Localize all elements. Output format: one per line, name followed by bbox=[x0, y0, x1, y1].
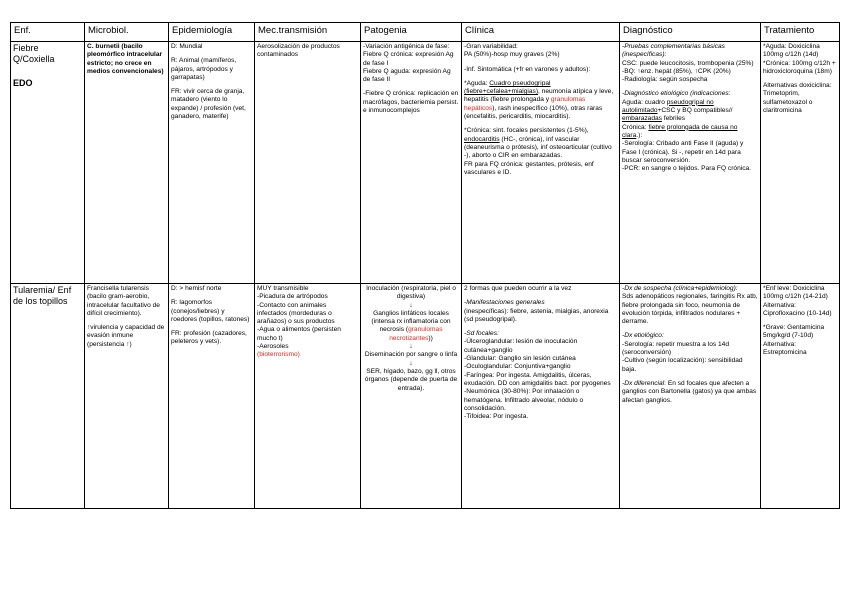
cli-line: -Faríngea: Por ingesta. Amigdalitis, úlceras, exudación. DD con amigdalitis bact. por pyogenes bbox=[464, 371, 611, 387]
epi-distribution: D: Mundial bbox=[171, 43, 203, 50]
dx-line: -BQ: ↑enz. hepát (85%), ↑CPK (20%) bbox=[622, 67, 731, 75]
tx-line: Alternativa: Ciprofloxacino (10-14d) bbox=[763, 301, 832, 317]
bioterrorismo-highlight: (bioterrorismo) bbox=[257, 351, 300, 359]
dx-line: -Dx de sospecha (clínica+epidemiolog): bbox=[622, 285, 738, 292]
cell-tx-tularemia bbox=[761, 284, 840, 509]
cli-line: -Tifoidea: Por ingesta. bbox=[464, 413, 529, 421]
dx-line: -Serología: Cribado anti Fase II (aguda) y Fase I (crónica). Si -, repetir en 14d para buscar seroconversión. bbox=[622, 140, 744, 164]
cli-line: -Neumónica (30-80%): Por inhalación o hematógena. Infiltrado alveolar, nódulo o consolidación. bbox=[464, 388, 584, 412]
header-clinica: Clínica bbox=[462, 23, 620, 42]
cell-pat-tularemia bbox=[361, 284, 462, 509]
endocarditis-highlight: endocarditis bbox=[464, 135, 500, 143]
dx-line: -Radiología: según sospecha bbox=[622, 76, 708, 84]
micro-text: C. burnetii (bacilo pleomórfico intracelular estricto; no crece en medios convencionales) bbox=[87, 43, 164, 75]
cell-dx-tularemia bbox=[620, 284, 761, 509]
mec-line: -Picadura de artrópodos bbox=[257, 293, 328, 301]
cell-enf-tularemia bbox=[11, 284, 85, 509]
header-epidemiologia: Epidemiología bbox=[169, 23, 255, 42]
dx-line: -Dx etiológico: bbox=[622, 332, 664, 340]
granulomas-highlight: granulomas necrotizantes bbox=[389, 326, 443, 342]
dx-acute: Aguda: cuadro pseudogripal no autolimitado+CSC y BQ compatibles// embarazadas febriles bbox=[622, 98, 733, 123]
cell-mec-fiebre-q bbox=[255, 42, 361, 284]
epi-risk-factors: FR: profesión (cazadores, peleteros y vets). bbox=[171, 330, 247, 346]
disease-name: Tularemia/ Enf de los topillos bbox=[13, 285, 72, 306]
cli-line: -Inf. Sintomática (+fr en varones y adultos): bbox=[464, 65, 591, 73]
pat-line: Fiebre Q aguda: expresión Ag de fase II bbox=[363, 67, 451, 84]
header-row bbox=[11, 23, 840, 42]
pat-step: SER, hígado, bazo, gg ll, otros órganos (depende de puerta de entrada). bbox=[364, 367, 458, 392]
dx-chronic: Crónica: fiebre prolongada de causa no clara.): bbox=[622, 123, 738, 139]
dx-line: -Serología: repetir muestra a los 14d (seroconversión) bbox=[622, 340, 730, 357]
granulomas-highlight: granulomas hepáticos bbox=[464, 96, 586, 112]
cli-acute: *Aguda: Cuadro pseudogripal (fiebre+cefalea+mialgias), neumonía atípica y leve, hepatitis (fiebre prolongada y granulomas hepáticos), rash inespecífico (10%), otras raras (encefalitis, pericarditis, miocarditis). bbox=[464, 79, 614, 121]
cell-tx-fiebre-q bbox=[761, 42, 840, 284]
cli-line: -Úlceroglandular: lesión de inoculación cutánea+ganglio bbox=[464, 338, 578, 354]
cli-line: -Glandular: Ganglio sin lesión cutánea bbox=[464, 355, 576, 363]
pseudogripal-highlight: Cuadro pseudogripal (fiebre+cefalea+mialgias) bbox=[464, 79, 551, 96]
header-diagnostico: Diagnóstico bbox=[620, 23, 761, 42]
disease-name: Fiebre Q/Coxiella bbox=[13, 43, 55, 64]
tx-line: Alternativa: Estreptomicina bbox=[763, 340, 807, 357]
edo-tag: EDO bbox=[13, 78, 33, 88]
cli-chronic: *Crónica: sint. focales persistentes (1-5%), endocarditis (HC-, crónica), inf vascular (deaneurisma o prótesis), inf osteoarticular (cultivo -), aborto o CIR en embarazadas. bbox=[464, 127, 612, 160]
dx-line: -Pruebas complementarias básicas (inespecíficas): bbox=[622, 43, 725, 59]
table-row-fiebre-q bbox=[11, 42, 840, 284]
header-mec-transmision: Mec.transmisión bbox=[255, 23, 361, 42]
cli-line: FR para FQ crónica: gestantes, prótesis, enf vasculares e ID. bbox=[464, 160, 594, 176]
cell-epi-tularemia bbox=[169, 284, 255, 509]
mec-line: -Aerosoles bbox=[257, 343, 289, 351]
dx-differential: -Dx diferencial: En sd focales que afecten a ganglios con Bartonella (gatos) ya que ambas afectan ganglios. bbox=[622, 379, 757, 404]
cell-dx-fiebre-q bbox=[620, 42, 761, 284]
cli-line: -Manifestaciones generales bbox=[464, 299, 545, 307]
disease-table bbox=[10, 22, 840, 509]
pat-line: -Variación antigénica de fase: bbox=[363, 43, 450, 50]
dx-line: -Diagnóstico etiológico (indicaciones: bbox=[622, 90, 731, 98]
mec-text: Aerosolización de productos contaminados bbox=[257, 43, 340, 59]
header-microbiol: Microbiol. bbox=[85, 23, 169, 42]
dx-line: Sds adenopáticos regionales, faringitis Rx atb, fiebre prolongada sin foco, neumonía de evolución tórpida, infiltrados nodulares + derrame. bbox=[622, 293, 758, 326]
arrow-down-icon: ↓ bbox=[409, 359, 413, 367]
dx-line: -Cultivo (según localización): sensibilidad baja. bbox=[622, 357, 743, 373]
pat-line: -Fiebre Q crónica: replicación en macrófagos, bacteriemia persist. e inmunocomplejos bbox=[363, 90, 459, 115]
cell-micro-fiebre-q bbox=[85, 42, 169, 284]
epi-risk-factors: FR: vivir cerca de granja, matadero (viento lo expande) / profesión (vet, ganadero, materife) bbox=[171, 88, 246, 121]
cli-line: -Gran variabilidad: bbox=[464, 43, 518, 50]
pat-line: Fiebre Q crónica: expresión Ag de fase I bbox=[363, 51, 454, 67]
cell-mec-tularemia bbox=[255, 284, 361, 509]
micro-text: Francisella tularensis (bacilo gram-aerobio, intracelular facultativo de difícil crecimiento). bbox=[87, 285, 160, 317]
dx-line: -PCR: en sangre o tejidos. Para FQ crónica. bbox=[622, 165, 751, 173]
cell-micro-tularemia bbox=[85, 284, 169, 509]
cell-cli-tularemia bbox=[462, 284, 620, 509]
table-row-tularemia bbox=[11, 284, 840, 509]
cell-enf-fiebre-q bbox=[11, 42, 85, 284]
epi-reservoir: R: lagomorfos (conejos/liebres) y roedores (topillos, ratones) bbox=[171, 299, 250, 323]
mec-line: -Agua o alimentos (persisten mucho t) bbox=[257, 326, 341, 342]
cli-line: 2 formas que pueden ocurrir a la vez bbox=[464, 285, 572, 292]
tx-line: *Enf leve: Doxiciclina 100mg c/12h (14-21d) bbox=[763, 285, 828, 301]
pat-step: Ganglios linfáticos locales (intensa rx inflamatoria con necrosis (granulomas necrotizantes)) bbox=[371, 309, 451, 342]
mec-line: -Contacto con animales infectados (mordeduras o arañazos) o sus productos bbox=[257, 301, 335, 326]
tx-line: Alternativas doxiciclina: Trimetoprim, sulfametoxazol o claritromicina bbox=[763, 82, 832, 115]
header-patogenia: Patogenia bbox=[361, 23, 462, 42]
arrow-down-icon: ↓ bbox=[409, 343, 413, 351]
tx-line: *Crónica: 100mg c/12h + hidroxicloroquina (18m) bbox=[763, 59, 836, 75]
cli-line: PA (50%)-hosp muy graves (2%) bbox=[464, 51, 560, 59]
header-tratamiento: Tratamiento bbox=[761, 23, 840, 42]
cli-line: -Oculoglandular: Conjuntiva+ganglio bbox=[464, 363, 571, 371]
dx-line: CSC: puede leucocitosis, trombopenia (25%) bbox=[622, 59, 754, 67]
header-enf: Enf. bbox=[11, 23, 85, 42]
epi-distribution: D: > hemisf norte bbox=[171, 285, 222, 292]
pat-step: Diseminación por sangre o linfa bbox=[364, 351, 458, 359]
tx-line: *Aguda: Doxiciclina 100mg c/12h (14d) bbox=[763, 43, 820, 59]
cell-epi-fiebre-q bbox=[169, 42, 255, 284]
micro-text: ↑virulencia y capacidad de evasión inmune (persistencia ↑) bbox=[87, 324, 165, 348]
cell-cli-fiebre-q bbox=[462, 42, 620, 284]
pat-step: Inoculación (respiratoria, piel o digestiva) bbox=[366, 285, 456, 301]
arrow-down-icon: ↓ bbox=[409, 301, 413, 309]
epi-reservoir: R: Animal (mamíferos, pájaros, artrópodos y garrapatas) bbox=[171, 57, 237, 81]
cli-line: (inespecíficas): fiebre, astenia, mialgias, anorexia (sd pseudogripal). bbox=[464, 307, 609, 323]
tx-line: *Grave: Gentamicina 5mg/kg/d (7-10d) bbox=[763, 324, 825, 340]
cli-line: -Sd focales: bbox=[464, 330, 499, 338]
cell-pat-fiebre-q bbox=[361, 42, 462, 284]
mec-line: MUY transmisible bbox=[257, 285, 309, 292]
